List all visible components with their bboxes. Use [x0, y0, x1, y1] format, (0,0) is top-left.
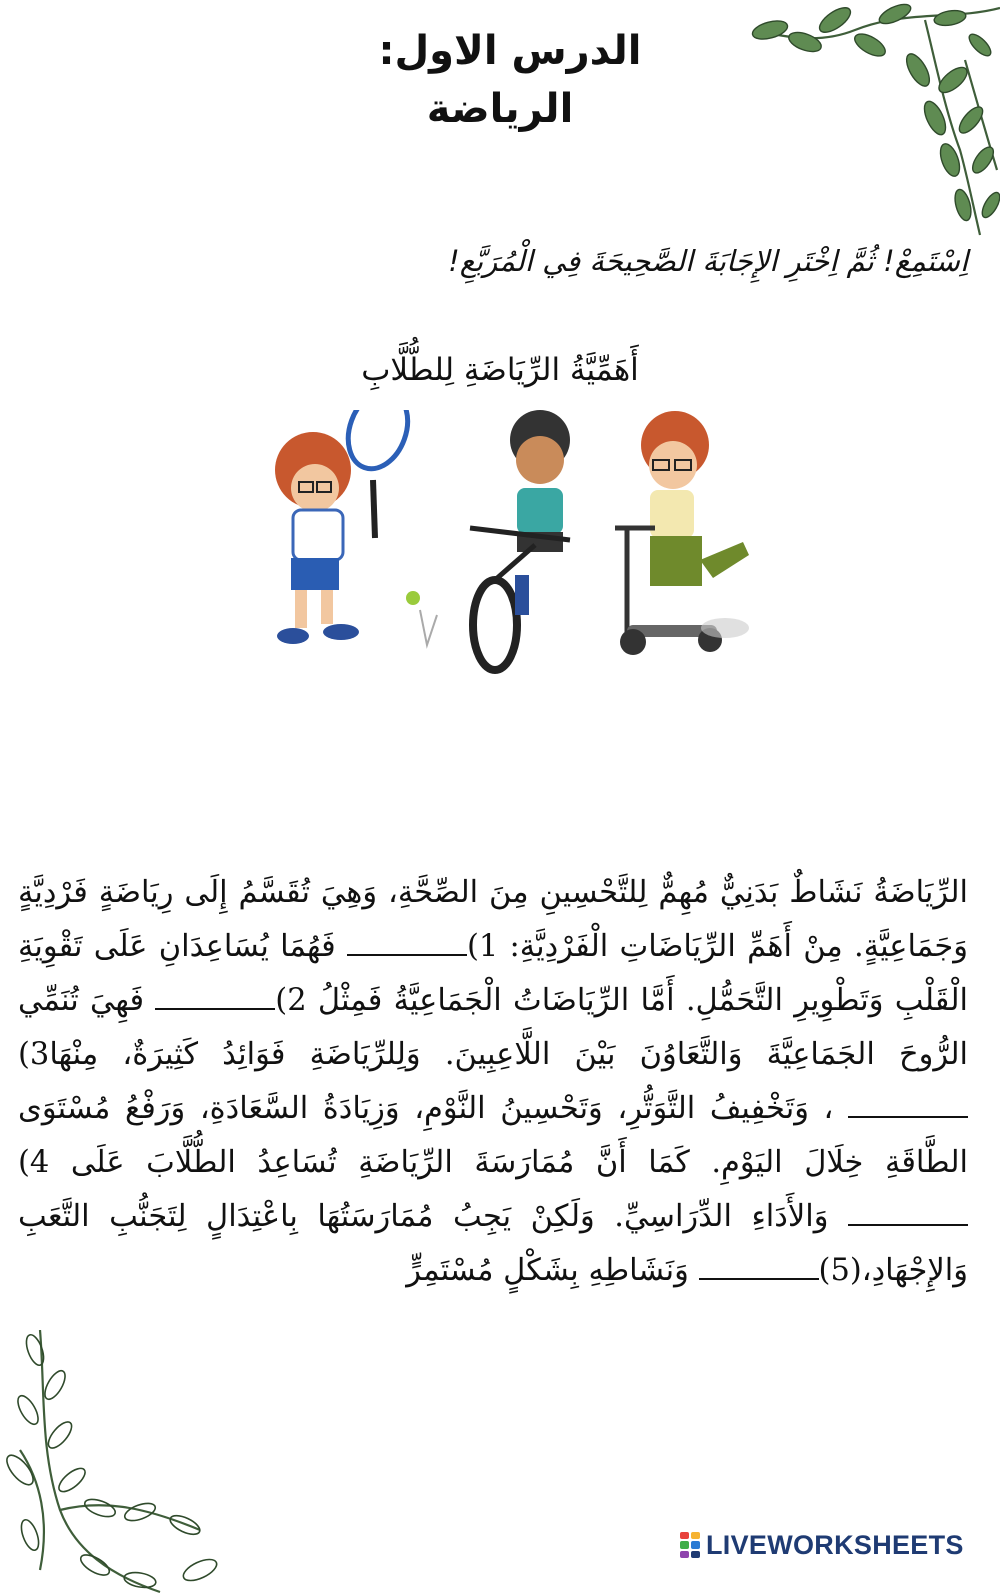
passage-segment-4: ، وَتَخْفِيفُ التَّوَتُّرِ، وَتَحْسِينُ النَّوْمِ، وَزِيَادَةُ السَّعَادَةِ، وَرَفْعُ مُسْتَوَى الطَّاقَةِ خِلَالَ اليَوْمِ. كَمَا أَنَّ مُمَارَسَةَ الرِّيَاضَةِ تُسَاعِدُ الطُّلَّابَ عَلَى 4) — [18, 1091, 968, 1180]
lesson-topic: الرياضة — [426, 86, 574, 132]
blank-4-field[interactable] — [848, 1202, 968, 1226]
reading-passage — [18, 866, 968, 1298]
blank-2-field[interactable] — [155, 986, 275, 1010]
logo-block-green — [680, 1541, 689, 1548]
blank-5-field[interactable] — [699, 1256, 819, 1280]
liveworksheets-logo — [680, 1528, 964, 1562]
blank-1-field[interactable] — [347, 932, 467, 956]
boy-on-bicycle — [470, 410, 570, 670]
logo-block-purple — [680, 1551, 689, 1558]
passage-segment-3: فَهِيَ تُنَمِّي الرُّوحَ الجَمَاعِيَّةَ وَالتَّعَاوُنَ بَيْنَ اللَّاعِبِينَ. وَلِلرِّيَاضَةِ فَوَائِدُ كَثِيرَةٌ، مِنْهَا3) — [18, 983, 968, 1072]
lesson-title: الدرس الاول: — [378, 28, 642, 74]
kids-sports-illustration — [255, 410, 755, 685]
boy-on-scooter — [615, 411, 749, 655]
boy-with-tennis-racket — [275, 410, 437, 645]
passage-segment-2: فَهُمَا يُسَاعِدَانِ عَلَى تَقْوِيَةِ الْقَلْبِ وَتَطْوِيرِ التَّحَمُّلِ. أَمَّا الرِّيَاضَاتُ الْجَمَاعِيَّةُ فَمِثْلُ 2) — [18, 929, 968, 1018]
passage-segment-5: وَالأَدَاءِ الدِّرَاسِيِّ. وَلَكِنْ يَجِبُ مُمَارَسَتُهَا بِاعْتِدَالٍ لِتَجَنُّبِ التَّعَبِ وَالإِجْهَادِ،(5) — [18, 1199, 968, 1288]
liveworksheets-logo-text: LIVEWORKSHEETS — [706, 1529, 964, 1560]
passage-segment-1: الرِّيَاضَةُ نَشَاطٌ بَدَنِيٌّ مُهِمٌّ لِلتَّحْسِينِ مِنَ الصِّحَّةِ، وَهِيَ تُقَسَّمُ إِلَى رِيَاضَةٍ فَرْدِيَّةٍ وَجَمَاعِيَّةٍ. مِنْ أَهَمِّ الرِّيَاضَاتِ الْفَرْدِيَّةِ: 1) — [18, 875, 968, 964]
logo-block-blue — [691, 1541, 700, 1548]
logo-block-red — [680, 1532, 689, 1539]
passage-subtitle: أَهَمِّيَّةُ الرِّيَاضَةِ لِلطُّلَّابِ — [361, 352, 639, 388]
leaf-vine-bottom-left-decoration — [0, 1330, 250, 1596]
logo-block-navy — [691, 1551, 700, 1558]
blank-3-field[interactable] — [848, 1094, 968, 1118]
liveworksheets-logo-icon — [680, 1532, 700, 1558]
logo-block-yellow — [691, 1532, 700, 1539]
instruction-text: اِسْتَمِعْ! ثُمَّ اِخْتَرِ الإِجَابَةَ الصَّحِيحَةَ فِي الْمُرَبَّعِ! — [448, 244, 968, 278]
leaf-vine-top-right-decoration — [735, 0, 1000, 240]
passage-segment-6: وَنَشَاطِهِ بِشَكْلٍ مُسْتَمِرٍّ — [406, 1253, 699, 1288]
